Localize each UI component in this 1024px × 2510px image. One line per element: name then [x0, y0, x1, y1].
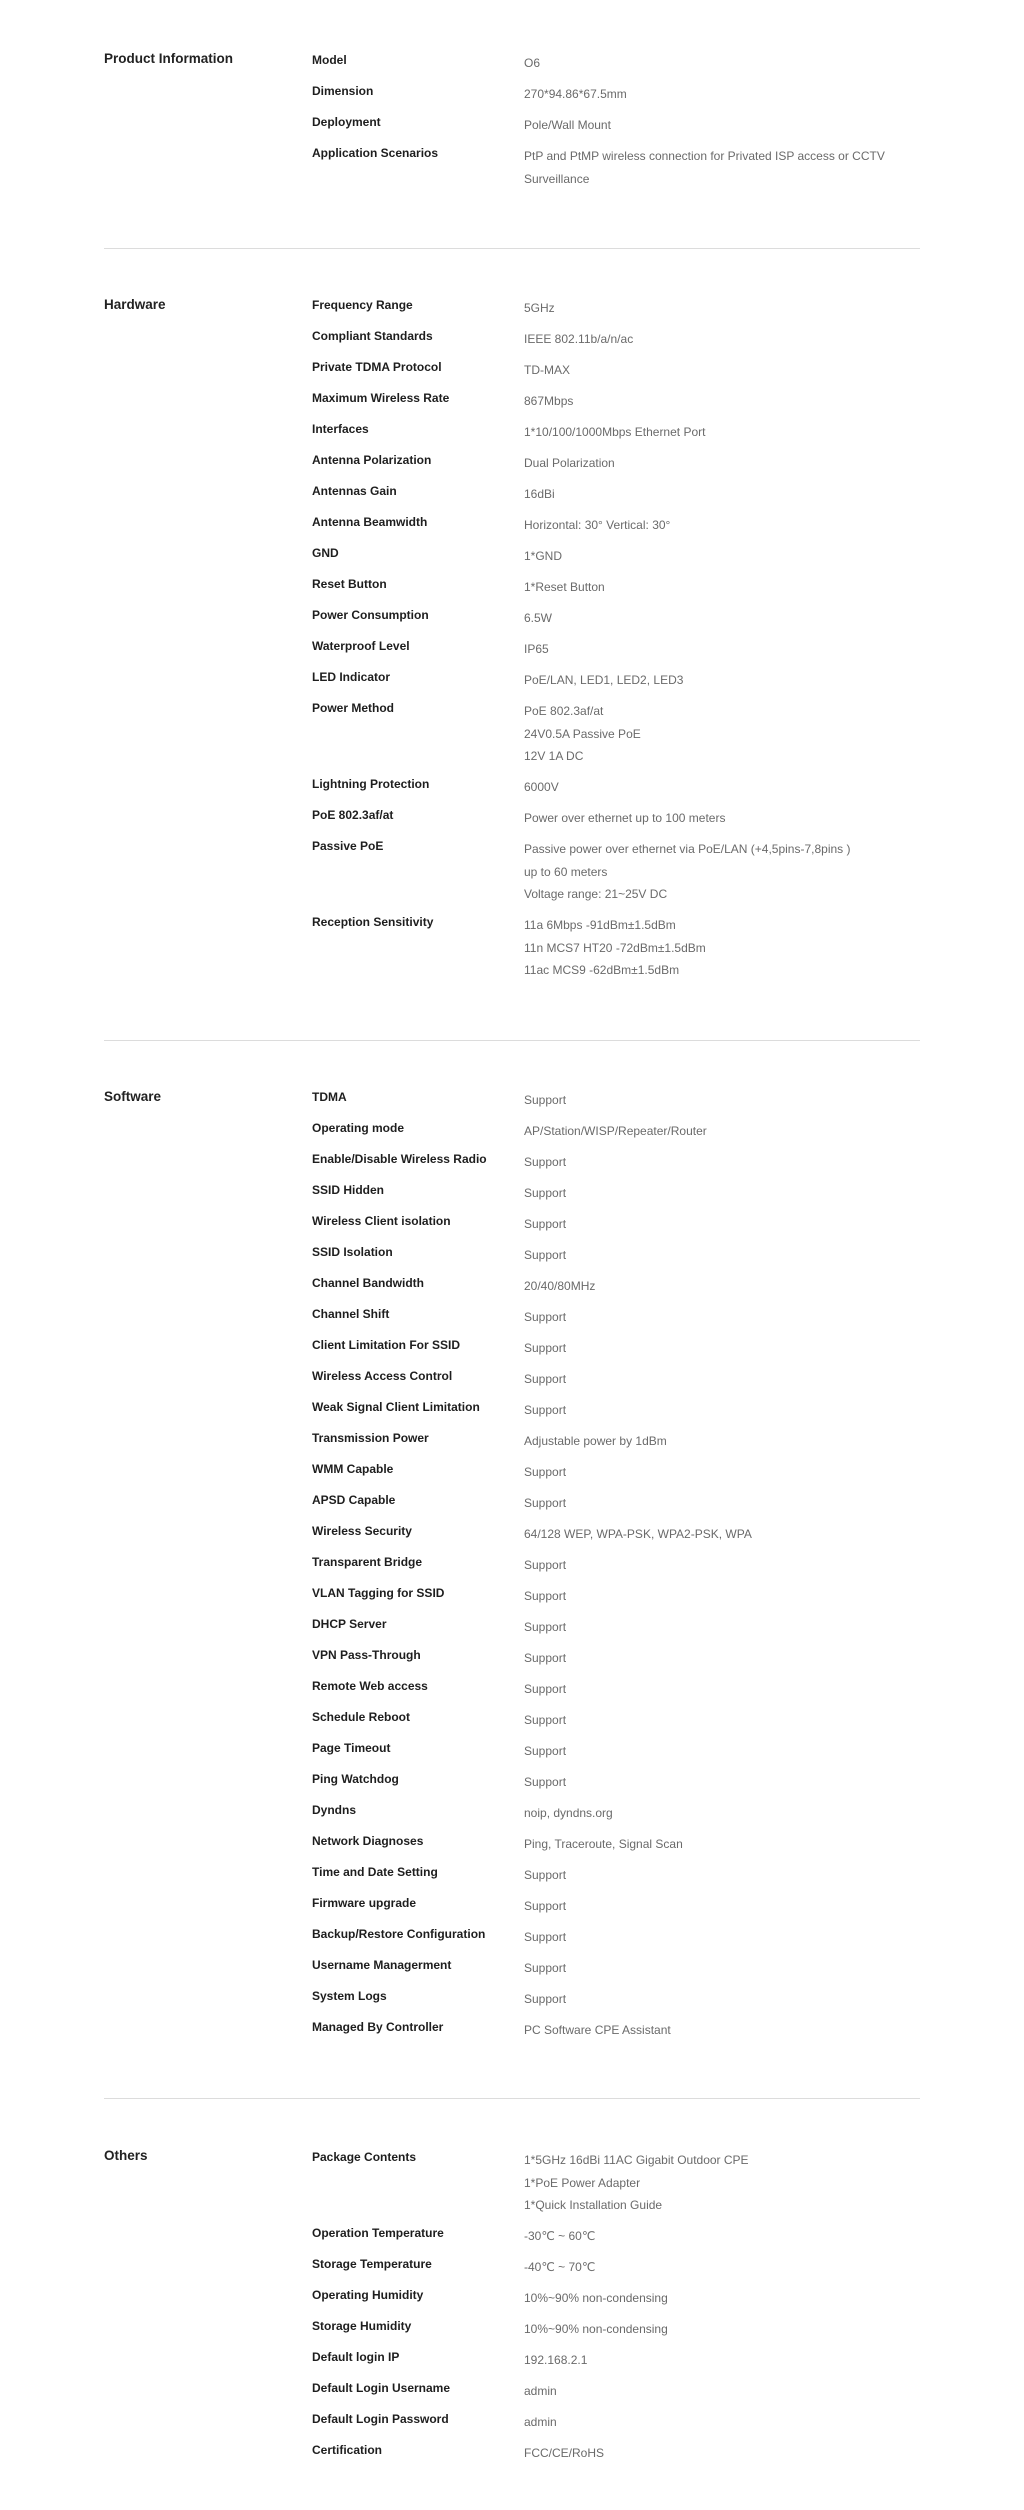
spec-label: Antenna Polarization — [312, 453, 432, 467]
spec-value-line: 10%~90% non-condensing — [524, 2322, 668, 2336]
spec-label: Managed By Controller — [312, 2019, 444, 2034]
spec-label: Schedule Reboot — [312, 1709, 411, 1724]
spec-value-line: Support — [524, 1929, 567, 1944]
spec-row — [104, 2318, 920, 2341]
spec-value — [524, 1523, 920, 1546]
spec-label: Application Scenarios — [312, 146, 439, 160]
spec-label: Power Method — [312, 701, 395, 715]
spec-value-line: admin — [524, 2384, 557, 2398]
spec-value-line: 6.5W — [524, 611, 553, 625]
spec-value-line: 20/40/80MHz — [524, 1278, 596, 1293]
spec-label: Channel Shift — [312, 1306, 390, 1321]
spec-value — [524, 1926, 920, 1949]
spec-value-line: Power over ethernet up to 100 meters — [524, 811, 726, 825]
spec-value — [524, 328, 920, 351]
spec-value — [524, 359, 920, 382]
spec-row — [104, 2256, 920, 2279]
spec-label: Channel Bandwidth — [312, 1275, 424, 1290]
spec-value-line: Support — [524, 1743, 567, 1758]
spec-value-line: 1*5GHz 16dBi 11AC Gigabit Outdoor CPE — [524, 2153, 749, 2167]
spec-value-line: PC Software CPE Assistant — [524, 2022, 671, 2037]
section-title: Others — [104, 2148, 148, 2163]
spec-row — [104, 1182, 920, 1205]
spec-value — [524, 483, 920, 506]
spec-value-line: Support — [524, 1340, 567, 1355]
spec-value-line: Pole/Wall Mount — [524, 118, 611, 132]
spec-value — [524, 700, 920, 768]
spec-row — [104, 1740, 920, 1763]
spec-value-line: -30℃ ~ 60℃ — [524, 2229, 596, 2243]
spec-value-line: 1*GND — [524, 549, 563, 563]
spec-label: Storage Humidity — [312, 2319, 412, 2333]
spec-value-line: TD-MAX — [524, 363, 570, 377]
spec-row — [104, 838, 920, 906]
spec-value-line: Support — [524, 1991, 567, 2006]
spec-row — [104, 1368, 920, 1391]
spec-label: VPN Pass-Through — [312, 1647, 421, 1662]
spec-value — [524, 1151, 920, 1174]
spec-value-line: Support — [524, 1216, 567, 1231]
spec-label: Antenna Beamwidth — [312, 515, 428, 529]
spec-value — [524, 114, 920, 137]
spec-value-line: Dual Polarization — [524, 456, 615, 470]
spec-row — [104, 514, 920, 537]
spec-value-line: Support — [524, 1371, 567, 1386]
spec-row — [104, 1306, 920, 1329]
spec-value — [524, 1492, 920, 1515]
spec-row — [104, 145, 920, 190]
spec-value — [524, 1740, 920, 1763]
spec-row — [104, 576, 920, 599]
spec-value — [524, 1306, 920, 1329]
spec-row — [104, 2442, 920, 2465]
spec-row — [104, 1771, 920, 1794]
spec-label: Weak Signal Client Limitation — [312, 1399, 480, 1414]
spec-label: TDMA — [312, 1089, 347, 1104]
spec-value — [524, 1461, 920, 1484]
spec-row — [104, 1151, 920, 1174]
spec-value-line: 867Mbps — [524, 394, 574, 408]
spec-row — [104, 807, 920, 830]
spec-value-line: Adjustable power by 1dBm — [524, 1433, 667, 1448]
section-title: Software — [104, 1088, 162, 1104]
spec-value-line: 192.168.2.1 — [524, 2353, 588, 2367]
spec-value — [524, 1182, 920, 1205]
section-others — [104, 2099, 920, 2480]
spec-row — [104, 1244, 920, 1267]
spec-label: Username Managerment — [312, 1957, 452, 1972]
spec-value — [524, 1864, 920, 1887]
spec-label: Firmware upgrade — [312, 1895, 417, 1910]
spec-value — [524, 1275, 920, 1298]
spec-label: APSD Capable — [312, 1492, 396, 1507]
spec-label: Package Contents — [312, 2150, 417, 2164]
spec-label: Time and Date Setting — [312, 1864, 438, 1879]
spec-row — [104, 1864, 920, 1887]
section-title: Product Information — [104, 51, 233, 66]
spec-label: Operating mode — [312, 1120, 405, 1135]
spec-label: Page Timeout — [312, 1740, 391, 1755]
spec-row — [104, 1089, 920, 1112]
spec-label: Frequency Range — [312, 298, 413, 312]
spec-label: Waterproof Level — [312, 639, 410, 653]
spec-value — [524, 297, 920, 320]
spec-value-line: Support — [524, 1681, 567, 1696]
spec-value-line: 6000V — [524, 780, 559, 794]
spec-value-line: Support — [524, 1619, 567, 1634]
spec-label: Dimension — [312, 84, 374, 98]
spec-label: Deployment — [312, 115, 381, 129]
spec-value-line: 5GHz — [524, 301, 555, 315]
spec-row — [104, 359, 920, 382]
spec-row — [104, 1430, 920, 1453]
spec-value — [524, 1771, 920, 1794]
spec-value-line: 1*PoE Power Adapter — [524, 2175, 641, 2190]
spec-value — [524, 2256, 920, 2279]
spec-value — [524, 2349, 920, 2372]
section-software — [104, 1041, 920, 2100]
spec-value — [524, 1585, 920, 1608]
spec-label: Wireless Security — [312, 1523, 412, 1538]
spec-label: VLAN Tagging for SSID — [312, 1585, 445, 1600]
spec-value — [524, 1833, 920, 1856]
spec-label: Wireless Access Control — [312, 1368, 453, 1383]
spec-row — [104, 1554, 920, 1577]
spec-value — [524, 1368, 920, 1391]
spec-row — [104, 545, 920, 568]
spec-label: Reset Button — [312, 577, 387, 591]
spec-row — [104, 1523, 920, 1546]
spec-value — [524, 607, 920, 630]
spec-value — [524, 1988, 920, 2011]
spec-label: DHCP Server — [312, 1616, 387, 1631]
section-product-information — [104, 0, 920, 249]
spec-value-line: admin — [524, 2415, 557, 2429]
spec-label: Network Diagnoses — [312, 1833, 424, 1848]
spec-row — [104, 328, 920, 351]
spec-value-line: FCC/CE/RoHS — [524, 2446, 605, 2460]
spec-row — [104, 2019, 920, 2042]
spec-value — [524, 1089, 920, 1112]
spec-value-line: Support — [524, 1185, 567, 1200]
spec-value — [524, 452, 920, 475]
spec-value-line: 1*10/100/1000Mbps Ethernet Port — [524, 425, 706, 439]
spec-value — [524, 1895, 920, 1918]
spec-value — [524, 776, 920, 799]
spec-value — [524, 1399, 920, 1422]
spec-value — [524, 807, 920, 830]
spec-value — [524, 421, 920, 444]
spec-value-line: Support — [524, 1898, 567, 1913]
spec-label: Model — [312, 53, 347, 67]
spec-label: LED Indicator — [312, 670, 391, 684]
spec-value-line: Surveillance — [524, 171, 590, 186]
spec-value-line: 11a 6Mbps -91dBm±1.5dBm — [524, 918, 676, 932]
spec-label: Maximum Wireless Rate — [312, 391, 450, 405]
spec-row — [104, 1833, 920, 1856]
spec-value-line: PoE/LAN, LED1, LED2, LED3 — [524, 673, 684, 687]
spec-row — [104, 669, 920, 692]
spec-row — [104, 700, 920, 768]
spec-label: Power Consumption — [312, 608, 429, 622]
spec-label: Compliant Standards — [312, 329, 433, 343]
spec-value — [524, 638, 920, 661]
spec-value — [524, 1213, 920, 1236]
spec-value-line: Voltage range: 21~25V DC — [524, 887, 668, 901]
spec-value-line: Horizontal: 30° Vertical: 30° — [524, 518, 671, 532]
spec-value — [524, 914, 920, 982]
spec-value-line: Ping, Traceroute, Signal Scan — [524, 1836, 683, 1851]
spec-value-line: 12V 1A DC — [524, 749, 584, 763]
spec-value-line: 270*94.86*67.5mm — [524, 87, 627, 101]
spec-value — [524, 1337, 920, 1360]
spec-row — [104, 1616, 920, 1639]
spec-value-line: Support — [524, 1464, 567, 1479]
section-title: Hardware — [104, 297, 166, 312]
spec-row — [104, 1492, 920, 1515]
spec-value-line: 16dBi — [524, 487, 555, 501]
spec-row — [104, 2149, 920, 2217]
spec-value-line: Support — [524, 1867, 567, 1882]
spec-label: Storage Temperature — [312, 2257, 432, 2271]
spec-value-line: 1*Quick Installation Guide — [524, 2198, 663, 2212]
spec-value — [524, 83, 920, 106]
spec-value-line: Support — [524, 1309, 567, 1324]
spec-row — [104, 1337, 920, 1360]
spec-label: Lightning Protection — [312, 777, 430, 791]
spec-label: Transmission Power — [312, 1430, 429, 1445]
spec-value — [524, 1678, 920, 1701]
spec-value-line: PtP and PtMP wireless connection for Privated ISP access or CCTV — [524, 149, 885, 163]
spec-row — [104, 914, 920, 982]
spec-value — [524, 145, 920, 190]
spec-row — [104, 1213, 920, 1236]
spec-value — [524, 545, 920, 568]
spec-value-line: IEEE 802.11b/a/n/ac — [524, 332, 634, 346]
spec-value — [524, 1647, 920, 1670]
spec-row — [104, 2411, 920, 2434]
spec-value-line: AP/Station/WISP/Repeater/Router — [524, 1123, 707, 1138]
spec-value-line: 11ac MCS9 -62dBm±1.5dBm — [524, 963, 680, 977]
spec-label: Operation Temperature — [312, 2226, 444, 2240]
spec-row — [104, 1585, 920, 1608]
spec-value — [524, 52, 920, 75]
spec-row — [104, 1461, 920, 1484]
spec-value-line: Support — [524, 1588, 567, 1603]
spec-label: Dyndns — [312, 1802, 357, 1817]
spec-value — [524, 1554, 920, 1577]
spec-value-line: Support — [524, 1557, 567, 1572]
spec-row — [104, 483, 920, 506]
spec-value — [524, 1709, 920, 1732]
spec-label: System Logs — [312, 1988, 387, 2003]
spec-value-line: Support — [524, 1960, 567, 1975]
spec-label: Backup/Restore Configuration — [312, 1926, 486, 1941]
spec-row — [104, 1895, 920, 1918]
spec-label: Passive PoE — [312, 839, 384, 853]
spec-label: Interfaces — [312, 422, 369, 436]
spec-row — [104, 638, 920, 661]
section-hardware — [104, 249, 920, 1041]
spec-row — [104, 607, 920, 630]
spec-value-line: 10%~90% non-condensing — [524, 2291, 668, 2305]
spec-value — [524, 2287, 920, 2310]
spec-label: Certification — [312, 2443, 383, 2457]
spec-value-line: Support — [524, 1495, 567, 1510]
spec-value-line: Support — [524, 1712, 567, 1727]
spec-value — [524, 1957, 920, 1980]
spec-value-line: Passive power over ethernet via PoE/LAN (+4,5pins-7,8pins ) — [524, 842, 851, 856]
spec-value — [524, 669, 920, 692]
spec-value-line: PoE 802.3af/at — [524, 704, 604, 718]
spec-row — [104, 452, 920, 475]
spec-label: Client Limitation For SSID — [312, 1337, 461, 1352]
spec-value-line: up to 60 meters — [524, 864, 608, 879]
spec-row — [104, 297, 920, 320]
spec-value — [524, 2149, 920, 2217]
spec-value — [524, 2380, 920, 2403]
spec-value — [524, 1802, 920, 1825]
spec-label: Private TDMA Protocol — [312, 360, 442, 374]
spec-row — [104, 52, 920, 75]
spec-value — [524, 1616, 920, 1639]
spec-value-line: Support — [524, 1402, 567, 1417]
spec-label: Remote Web access — [312, 1678, 428, 1693]
spec-row — [104, 421, 920, 444]
spec-row — [104, 2349, 920, 2372]
spec-value — [524, 1244, 920, 1267]
spec-value — [524, 2318, 920, 2341]
spec-value — [524, 838, 920, 906]
spec-row — [104, 1399, 920, 1422]
spec-value — [524, 2442, 920, 2465]
spec-value-line: Support — [524, 1092, 567, 1107]
spec-value-line: Support — [524, 1247, 567, 1262]
spec-value-line: O6 — [524, 56, 541, 70]
spec-value — [524, 2411, 920, 2434]
spec-label: GND — [312, 546, 339, 560]
spec-row — [104, 2225, 920, 2248]
spec-row — [104, 1802, 920, 1825]
spec-value — [524, 390, 920, 413]
spec-row — [104, 2380, 920, 2403]
spec-label: Transparent Bridge — [312, 1554, 423, 1569]
spec-row — [104, 1957, 920, 1980]
spec-value-line: Support — [524, 1154, 567, 1169]
spec-row — [104, 390, 920, 413]
spec-value-line: Support — [524, 1650, 567, 1665]
spec-value-line: 1*Reset Button — [524, 580, 605, 594]
spec-value — [524, 1120, 920, 1143]
spec-value — [524, 1430, 920, 1453]
spec-row — [104, 83, 920, 106]
spec-value-line: IP65 — [524, 642, 549, 656]
spec-label: Default Login Username — [312, 2381, 451, 2395]
spec-row — [104, 1988, 920, 2011]
spec-label: Reception Sensitivity — [312, 915, 434, 929]
spec-value-line: 11n MCS7 HT20 -72dBm±1.5dBm — [524, 940, 706, 955]
spec-label: SSID Hidden — [312, 1182, 385, 1197]
spec-row — [104, 1275, 920, 1298]
spec-label: Ping Watchdog — [312, 1771, 399, 1786]
spec-label: Enable/Disable Wireless Radio — [312, 1151, 487, 1166]
spec-label: Operating Humidity — [312, 2288, 424, 2302]
spec-value-line: Support — [524, 1774, 567, 1789]
spec-value-line: 24V0.5A Passive PoE — [524, 726, 641, 741]
spec-value — [524, 576, 920, 599]
spec-label: Default login IP — [312, 2350, 400, 2364]
spec-label: PoE 802.3af/at — [312, 808, 394, 822]
spec-label: WMM Capable — [312, 1461, 394, 1476]
spec-label: Wireless Client isolation — [312, 1213, 451, 1228]
spec-row — [104, 776, 920, 799]
spec-row — [104, 1926, 920, 1949]
spec-label: Default Login Password — [312, 2412, 449, 2426]
spec-value — [524, 2225, 920, 2248]
spec-value-line: noip, dyndns.org — [524, 1805, 613, 1820]
spec-row — [104, 1647, 920, 1670]
spec-row — [104, 1120, 920, 1143]
spec-value-line: 64/128 WEP, WPA-PSK, WPA2-PSK, WPA — [524, 1526, 752, 1541]
spec-row — [104, 1678, 920, 1701]
spec-label: Antennas Gain — [312, 484, 397, 498]
spec-value-line: -40℃ ~ 70℃ — [524, 2260, 596, 2274]
spec-row — [104, 1709, 920, 1732]
spec-row — [104, 2287, 920, 2310]
spec-value — [524, 2019, 920, 2042]
spec-value — [524, 514, 920, 537]
spec-row — [104, 114, 920, 137]
spec-label: SSID Isolation — [312, 1244, 393, 1259]
